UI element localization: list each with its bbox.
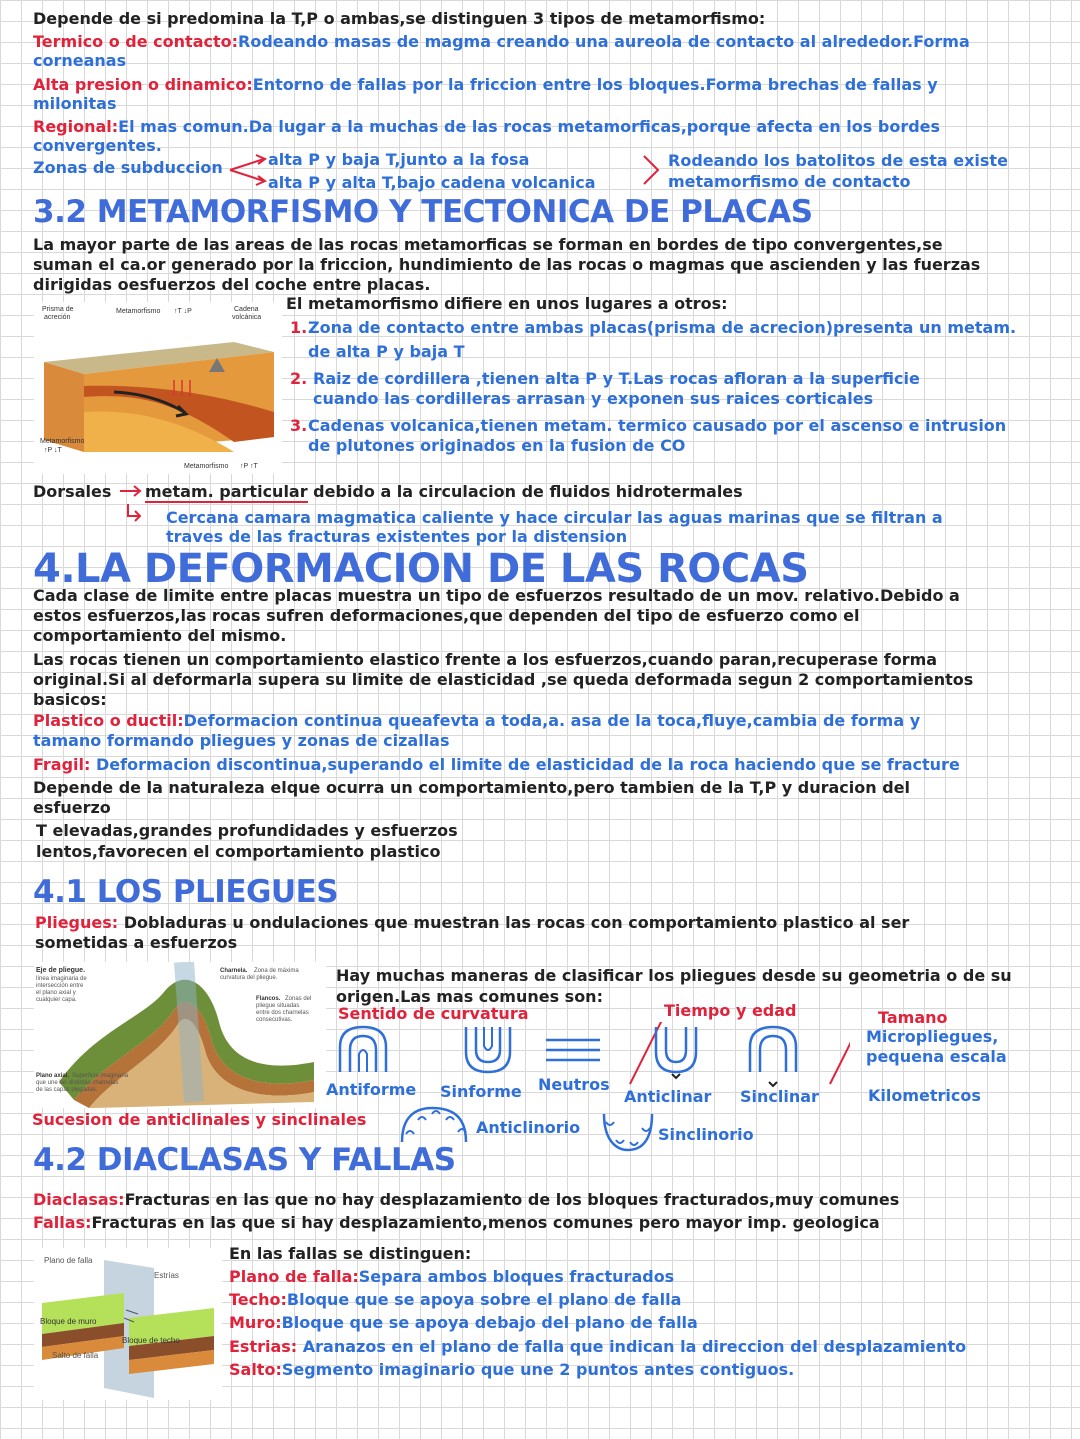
micro-2: pequena escala — [866, 1047, 1007, 1066]
sec32-p1: La mayor parte de las areas de las rocas metamorficas se forman en bordes de tipo convergentes,se — [33, 235, 943, 254]
termico-line — [33, 32, 970, 51]
fig-flancos: Flancos. — [256, 996, 281, 1002]
sec32-intro: El metamorfismo difiere en unos lugares a otros: — [286, 294, 728, 313]
dorsales-line — [145, 482, 743, 501]
neutros-label: Neutros — [538, 1075, 610, 1094]
item-3-b: de plutones originados en la fusion de CO — [308, 436, 686, 455]
pliegues-line — [35, 913, 909, 932]
fig-plano-d1: Superficie imaginaria — [72, 1073, 129, 1079]
diaclasas-desc: Fracturas en las que no hay desplazamiento de los bloques fracturados,muy comunes — [124, 1190, 900, 1209]
sec4-p7: Depende de la naturaleza elque ocurra un comportamiento,pero tambien de la T,P y duracion del — [33, 778, 910, 797]
tiempo-label: Tiempo y edad — [664, 1001, 797, 1020]
alta-desc: Entorno de fallas por la friccion entre los bloques.Forma brechas de fallas y — [252, 75, 938, 94]
item-2-a: Raiz de cordillera ,tienen alta P y T.Las rocas afloran a la superficie — [313, 369, 920, 388]
plano-term: Plano de falla: — [229, 1267, 359, 1286]
fig-charnela-d2: curvatura del pliegue. — [220, 975, 278, 981]
fig-plano-d3: de las capas plegadas. — [36, 1087, 98, 1093]
alta-line — [33, 75, 938, 94]
dorsales-c1: Cercana camara magmatica caliente y hace circular las aguas marinas que se filtran a — [166, 508, 943, 527]
fragil-desc: Deformacion discontinua,superando el limite de elasticidad de la roca haciendo que se fracture — [90, 755, 960, 774]
fig-metam-left: Metamorfismo — [40, 438, 85, 445]
termico-desc-2: corneanas — [33, 51, 127, 70]
fig-plano-falla: Plano de falla — [44, 1256, 93, 1265]
section-4-2-title: 4.2 DIACLASAS Y FALLAS — [33, 1142, 456, 1178]
sinforme-label: Sinforme — [440, 1082, 522, 1101]
muro-desc: Bloque que se apoya debajo del plano de falla — [281, 1313, 698, 1332]
estrias-line — [229, 1337, 966, 1356]
regional-term: Regional: — [33, 117, 119, 136]
intro-line: Depende de si predomina la T,P o ambas,se distinguen 3 tipos de metamorfismo: — [33, 9, 766, 28]
subduccion-term: Zonas de subduccion — [33, 158, 223, 177]
section-4-title: 4.LA DEFORMACION DE LAS ROCAS — [33, 546, 809, 592]
fallas-intro: En las fallas se distinguen: — [229, 1244, 472, 1263]
fig-acrecion: acreción — [44, 314, 71, 321]
fig-flancos-d2: pliegue situadas — [256, 1003, 300, 1009]
fragil-line — [33, 755, 960, 774]
estrias-desc: Aranazos en el plano de falla que indican la direccion del desplazamiento — [297, 1337, 967, 1356]
sucesion-label: Sucesion de anticlinales y sinclinales — [32, 1110, 367, 1129]
fig-salto: Salto de falla — [52, 1351, 99, 1360]
regional-desc-2: convergentes. — [33, 136, 162, 155]
pliegues-desc: Dobladuras u ondulaciones que muestran las rocas con comportamiento plastico al ser — [118, 913, 910, 932]
fig-flancos-d3: entre dos charnelas — [256, 1010, 309, 1016]
fig-plano-d2: que une las distintas charnelas — [36, 1080, 119, 1086]
pliegues-term: Pliegues: — [35, 913, 119, 932]
plastico-desc-2: tamano formando pliegues y zonas de cizallas — [33, 731, 450, 750]
fig-estrias: Estrías — [154, 1271, 179, 1280]
subduccion-c2: metamorfismo de contacto — [668, 172, 911, 191]
salto-desc: Segmento imaginario que une 2 puntos antes contiguos. — [281, 1360, 795, 1379]
fig-volcanica: volcánica — [232, 314, 262, 321]
item-1-number: 1. — [290, 318, 308, 337]
dorsales-desc: debido a la circulacion de fluidos hidrotermales — [307, 482, 743, 501]
item-2-number: 2. — [290, 369, 308, 388]
fig-prisma: Prisma de — [42, 306, 74, 313]
fig-bloque-muro: Bloque de muro — [40, 1317, 97, 1326]
sec4-p6: basicos: — [33, 690, 107, 709]
fig-eje: Eje de pliegue. — [36, 967, 86, 974]
sec4-p9: T elevadas,grandes profundidades y esfuerzos — [36, 821, 458, 840]
subduccion-a: alta P y baja T,junto a la fosa — [268, 150, 530, 169]
alta-term: Alta presion o dinamico: — [33, 75, 253, 94]
plano-desc: Separa ambos bloques fracturados — [358, 1267, 675, 1286]
fig-metam-top: Metamorfismo — [116, 308, 161, 315]
fig-charnela: Charnela. — [220, 968, 248, 974]
tamano-label: Tamano — [878, 1008, 948, 1027]
dorsales-arrows-icon — [118, 480, 144, 536]
sinclinar-label: Sinclinar — [740, 1087, 819, 1106]
termico-term: Termico o de contacto: — [33, 32, 239, 51]
sec4-p5: original.Si al deformarla supera su limite de elasticidad ,se queda deformada segun 2 comportamientos — [33, 670, 974, 689]
subduccion-c1: Rodeando los batolitos de esta existe — [668, 151, 1008, 170]
fig-flancos-d4: consecutivas. — [256, 1017, 293, 1023]
antiforme-label: Antiforme — [326, 1080, 417, 1099]
sec4-p2: estos esfuerzos,las rocas sufren deformaciones,que dependen del tipo de esfuerzo como el — [33, 606, 860, 625]
subduction-block-diagram — [34, 302, 282, 474]
termico-desc: Rodeando masas de magma creando una aureola de contacto al alrededor.Forma — [238, 32, 970, 51]
dorsales-term: Dorsales — [33, 482, 112, 501]
techo-line — [229, 1290, 681, 1309]
fig-flancos-d1: Zonas del — [285, 996, 312, 1002]
item-3-a: Cadenas volcanica,tienen metam. termico causado por el ascenso e intrusion — [308, 416, 1007, 435]
sec32-p3: dirigidas oesfuerzos del coche entre placas. — [33, 275, 431, 294]
anticlinar-label: Anticlinar — [624, 1087, 712, 1106]
fig-eje-d1: línea imaginaria de — [36, 976, 87, 982]
dorsales-highlight: metam. particular — [145, 482, 308, 501]
techo-desc: Bloque que se apoya sobre el plano de falla — [286, 1290, 682, 1309]
anticlinorio-icon — [396, 1102, 476, 1146]
fig-plano: Plano axial. — [36, 1073, 70, 1079]
salto-line — [229, 1360, 794, 1379]
clasif-1: Hay muchas maneras de clasificar los pliegues desde su geometria o de su — [336, 966, 1012, 985]
item-3-number: 3. — [290, 416, 308, 435]
subduccion-b: alta P y alta T,bajo cadena volcanica — [268, 173, 596, 192]
fig-charnela-d1: Zona de máxima — [254, 968, 299, 974]
sec32-p2: suman el ca.or generado por la friccion, hundimiento de las rocas o magmas que ascienden y las fuerzas — [33, 255, 981, 274]
pliegues-desc-2: sometidas a esfuerzos — [35, 933, 238, 952]
fold-diagram — [34, 962, 326, 1108]
alta-desc-2: milonitas — [33, 94, 117, 113]
section-3-2-title: 3.2 METAMORFISMO Y TECTONICA DE PLACAS — [33, 194, 813, 230]
sec4-p3: comportamiento del mismo. — [33, 626, 287, 645]
plano-line — [229, 1267, 674, 1286]
fig-cadena: Cadena — [234, 306, 259, 313]
micro-1: Micropliegues, — [866, 1027, 999, 1046]
sec4-p4: Las rocas tienen un comportamiento elastico frente a los esfuerzos,cuando paran,recuperase forma — [33, 650, 938, 669]
fig-eje-d4: cualquier capa. — [36, 997, 77, 1003]
kilometricos-label: Kilometricos — [868, 1086, 981, 1105]
regional-desc: El mas comun.Da lugar a la muchas de las rocas metamorficas,porque afecta en los bordes — [118, 117, 941, 136]
regional-line — [33, 117, 940, 136]
fallas-line — [33, 1213, 880, 1232]
sec4-p10: lentos,favorecen el comportamiento plastico — [36, 842, 441, 861]
item-2-b: cuando las cordilleras arrasan y exponen sus raices corticales — [313, 389, 874, 408]
plastico-line — [33, 711, 920, 730]
fig-arrows-left: ↑P ↓T — [44, 447, 62, 454]
sinclinorio-label: Sinclinorio — [658, 1125, 754, 1144]
sinclinorio-icon — [598, 1110, 658, 1156]
sec4-p1: Cada clase de limite entre placas muestra un tipo de esfuerzos resultado de un mov. relativo.Debido a — [33, 586, 960, 605]
muro-line — [229, 1313, 698, 1332]
sec4-p8: esfuerzo — [33, 798, 111, 817]
fig-arrows-top: ↑T ↓P — [174, 308, 192, 315]
sentido-label: Sentido de curvatura — [338, 1004, 529, 1023]
item-1-a: Zona de contacto entre ambas placas(prisma de acrecion)presenta un metam. — [308, 318, 1017, 337]
diaclasas-term: Diaclasas: — [33, 1190, 125, 1209]
fig-bloque-techo: Bloque de techo — [122, 1336, 180, 1345]
anticlinorio-label: Anticlinorio — [476, 1118, 581, 1137]
plastico-desc: Deformacion continua queafevta a toda,a. asa de la toca,fluye,cambia de forma y — [183, 711, 921, 730]
fault-diagram — [34, 1248, 222, 1400]
diaclasas-line — [33, 1190, 899, 1209]
fallas-term: Fallas: — [33, 1213, 92, 1232]
fig-arrows-bottom: ↑P ↑T — [240, 463, 258, 470]
estrias-term: Estrias: — [229, 1337, 298, 1356]
fig-eje-d2: intersección entre — [36, 983, 84, 989]
brace-icon — [640, 152, 664, 188]
fig-metam-bottom: Metamorfismo — [184, 463, 229, 470]
salto-term: Salto: — [229, 1360, 282, 1379]
fragil-term: Fragil: — [33, 755, 91, 774]
item-1-b: de alta P y baja T — [308, 342, 465, 361]
plastico-term: Plastico o ductil: — [33, 711, 184, 730]
clasif-2: origen.Las mas comunes son: — [336, 987, 603, 1006]
section-4-1-title: 4.1 LOS PLIEGUES — [33, 874, 339, 910]
muro-term: Muro: — [229, 1313, 282, 1332]
subduccion-arrows-icon — [228, 150, 270, 190]
fig-eje-d3: el plano axial y — [36, 990, 76, 996]
techo-term: Techo: — [229, 1290, 287, 1309]
dorsales-c2: traves de las fracturas existentes por la distension — [166, 527, 628, 546]
fallas-desc: Fracturas en las que si hay desplazamiento,menos comunes pero mayor imp. geologica — [91, 1213, 880, 1232]
